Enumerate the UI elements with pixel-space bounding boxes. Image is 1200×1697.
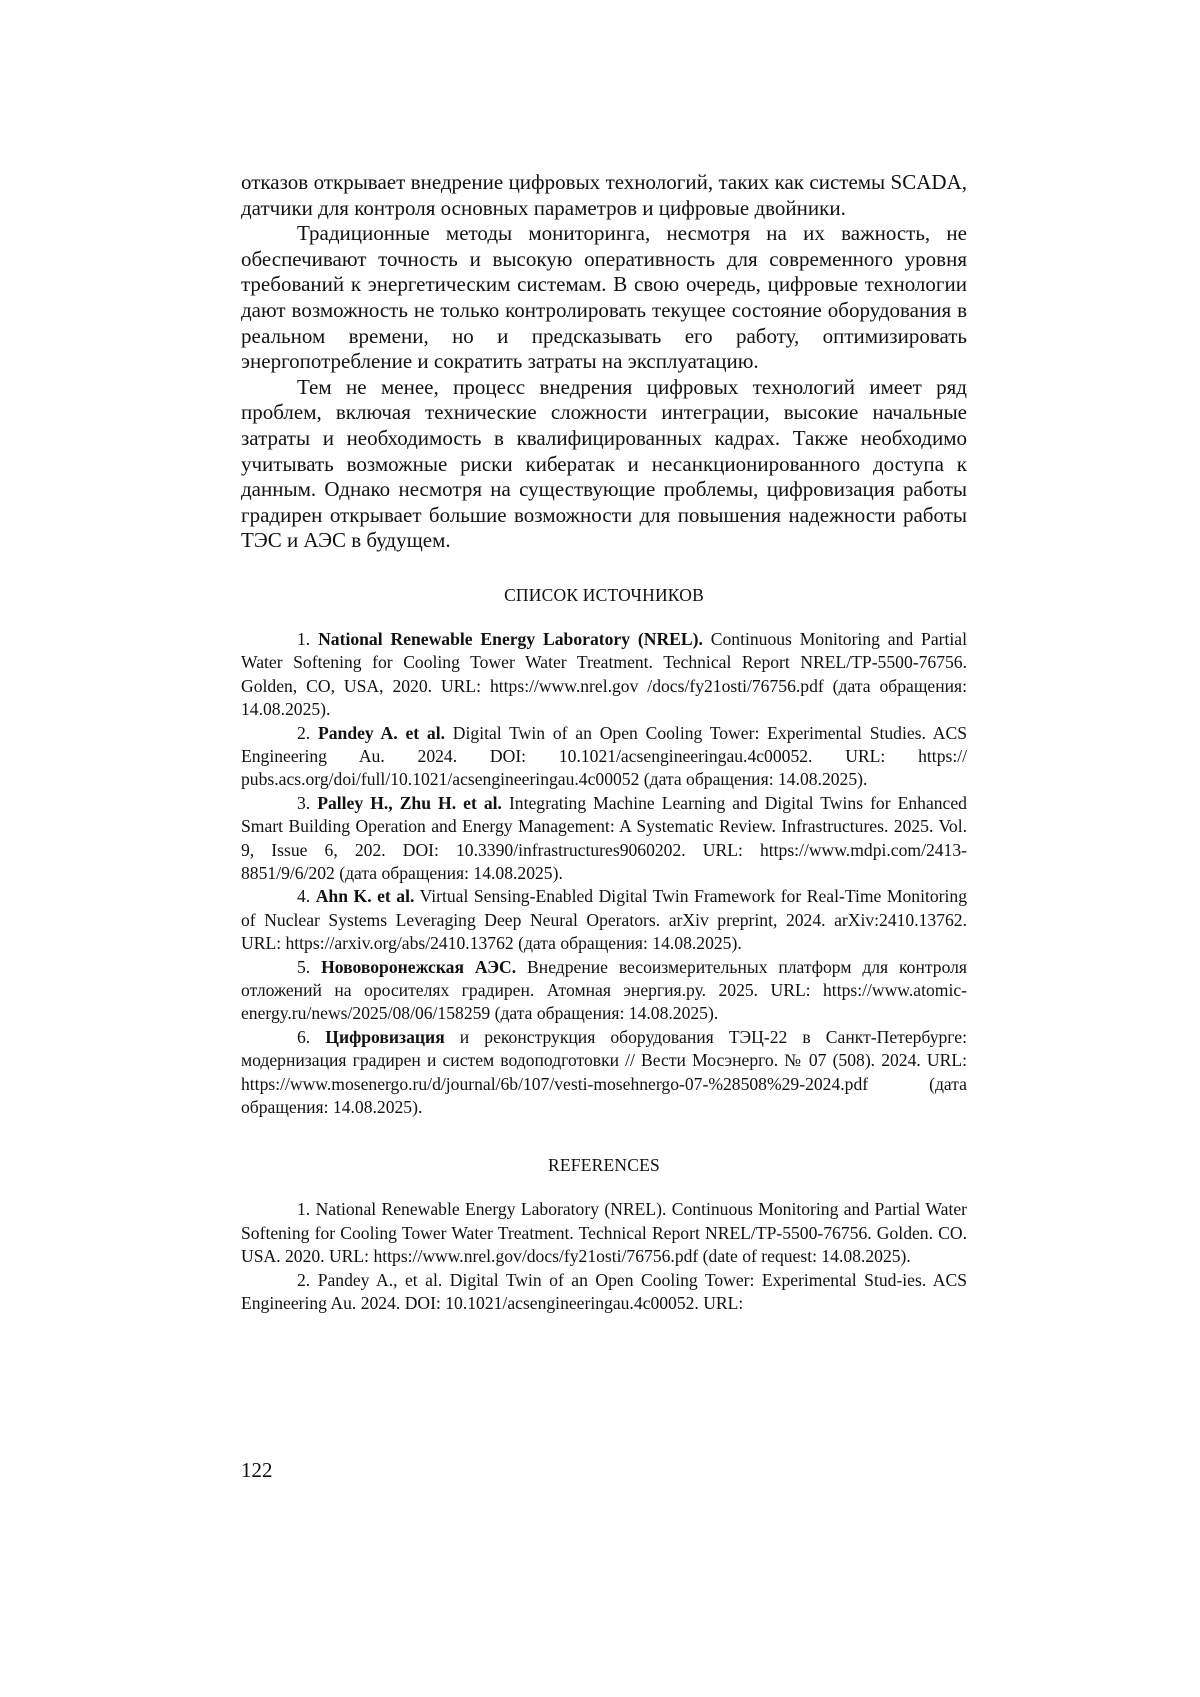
page-content xyxy=(241,170,967,1315)
source-number: 2. xyxy=(297,722,311,743)
source-text: Continuous Monitoring and Partial Water Softening for Cooling Tower Water Treatment. Technical Report NREL/TP-5500-76756. Golden, CO, USA, 2020. URL: https://www.nrel.gov /docs/fy21osti/76756.pdf (дата обращения: 14.08.2025). xyxy=(241,628,967,720)
source-author: Ahn K. et al. xyxy=(315,886,415,907)
source-number: 5. xyxy=(297,956,311,977)
reference-number: 1. xyxy=(297,1199,311,1220)
source-text: Integrating Machine Learning and Digital Twins for Enhanced Smart Building Operation and Energy Management: A Systematic Review. Infrastructures. 2025. Vol. 9, Issue 6, 202. DOI: 10.3390/infrastructures9060202. URL: https://www.mdpi.com/2413-8851/9/6/202 (дата обращения: 14.08.2025). xyxy=(241,792,967,883)
reference-number: 2. xyxy=(297,1269,311,1290)
references-list xyxy=(241,1198,967,1315)
reference-text: National Renewable Energy Laboratory (NREL). Continuous Monitoring and Partial Water Softening for Cooling Tower Water Treatment. Technical Report NREL/TP-5500-76756. Golden. CO. USA. 2020. URL: https://www.nrel.gov/docs/fy21osti/76756.pdf (date of request: 14.08.2025). xyxy=(241,1199,967,1267)
body-paragraph-3: Тем не менее, процесс внедрения цифровых технологий имеет ряд проблем, включая технические сложности интеграции, высокие начальные затраты и необходимость в квалифицированных кадрах. Также необходимо учитывать возможные риски кибератак и несанкционированного доступа к данным. Однако несмотря на существующие проблемы, цифровизация работы градирен открывает большие возможности для повышения надежности работы ТЭС и АЭС в будущем. xyxy=(241,374,967,553)
source-item-6 xyxy=(241,1026,967,1120)
reference-text: Pandey A., et al. Digital Twin of an Open Cooling Tower: Experimental Stud-ies. ACS Engineering Au. 2024. DOI: 10.1021/acsengineeringau.4c00052. URL: xyxy=(241,1269,967,1314)
reference-item-1 xyxy=(241,1198,967,1268)
sources-heading: СПИСОК ИСТОЧНИКОВ xyxy=(504,584,704,605)
reference-item-2 xyxy=(241,1269,967,1316)
source-number: 1. xyxy=(297,628,311,649)
body-paragraph-2: Традиционные методы мониторинга, несмотря на их важность, не обеспечивают точность и высокую оперативность для современного уровня требований к энергетическим системам. В свою очередь, цифровые технологии дают возможность не только контролировать текущее состояние оборудования в реальном времени, но и предсказывать его работу, оптимизировать энергопотребление и сократить затраты на эксплуатацию. xyxy=(241,221,967,374)
source-item-4 xyxy=(241,885,967,955)
source-author: Цифровизация xyxy=(325,1026,445,1047)
sources-list xyxy=(241,628,967,1120)
source-author: National Renewable Energy Laboratory (NREL). xyxy=(318,628,703,649)
source-number: 6. xyxy=(297,1026,311,1047)
references-heading: REFERENCES xyxy=(548,1155,660,1176)
body-paragraph-1: отказов открывает внедрение цифровых технологий, таких как системы SCADA, датчики для контроля основных параметров и цифровые двойники. xyxy=(241,170,967,220)
source-item-1 xyxy=(241,628,967,722)
source-text: и реконструкция оборудования ТЭЦ-22 в Санкт-Петербурге: модернизация градирен и систем водоподготовки // Вести Мосэнерго. № 07 (508). 2024. URL: https://www.mosenergo.ru/d/journal/6b/107/vesti-mosehnergo-07-%28508%29-2024.pdf (дата обращения: 14.08.2025). xyxy=(241,1026,967,1118)
source-text: Внедрение весоизмерительных платформ для контроля отложений на оросителях градирен. Атомная энергия.ру. 2025. URL: https://www.atomic-energy.ru/news/2025/08/06/158259 (дата обращения: 14.08.2025). xyxy=(241,956,968,1024)
source-author: Pandey A. et al. xyxy=(318,722,445,743)
source-number: 3. xyxy=(297,792,311,813)
source-author: Нововоронежская АЭС. xyxy=(321,956,517,977)
source-item-3 xyxy=(241,792,967,886)
page-number: 122 xyxy=(241,1458,273,1482)
source-item-2 xyxy=(241,722,967,792)
source-number: 4. xyxy=(297,886,311,907)
source-text: Digital Twin of an Open Cooling Tower: Experimental Studies. ACS Engineering Au. 2024. DOI: 10.1021/acsengineeringau.4c00052. URL: https:// pubs.acs.org/doi/full/10.1021/acsengineeringau.4c00052 (дата обращения: 14.08.2025). xyxy=(241,722,967,790)
source-text: Virtual Sensing-Enabled Digital Twin Framework for Real-Time Monitoring of Nuclear Systems Leveraging Deep Neural Operators. arXiv preprint, 2024. arXiv:2410.13762. URL: https://arxiv.org/abs/2410.13762 (дата обращения: 14.08.2025). xyxy=(241,886,967,954)
source-author: Palley H., Zhu H. et al. xyxy=(317,792,502,813)
source-item-5 xyxy=(241,956,967,1026)
